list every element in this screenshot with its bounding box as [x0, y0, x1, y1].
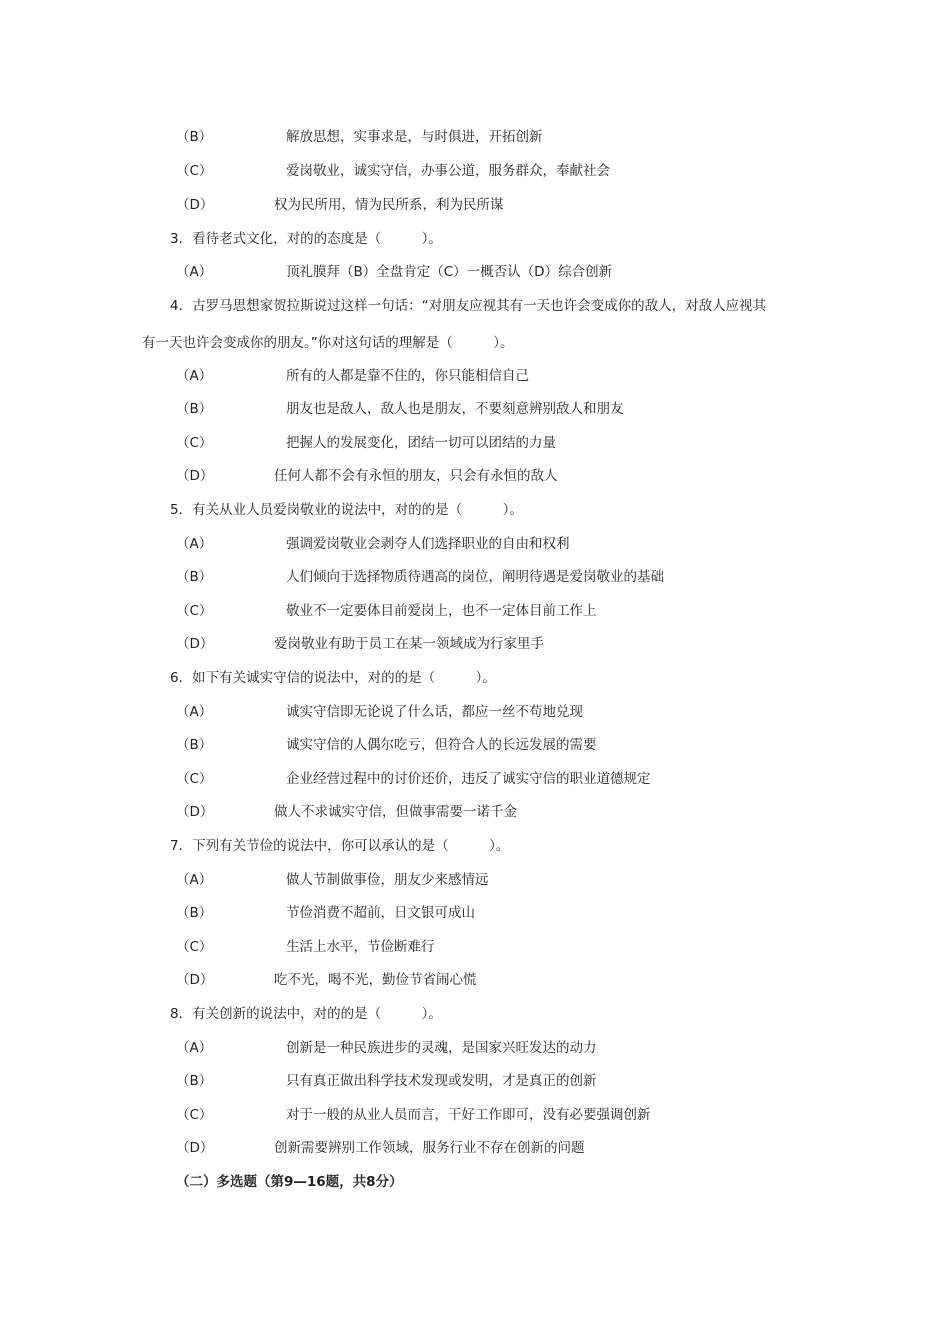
option-text: 爱岗敬业有助于员工在某一领域成为行家里手 — [274, 636, 544, 652]
option-label: （A） — [176, 536, 213, 552]
option-text: 顶礼膜拜（B）全盘肯定（C）一概否认（D）综合创新 — [286, 264, 613, 280]
option-label: （C） — [176, 939, 213, 955]
option-text: 爱岗敬业，诚实守信，办事公道，服务群众，奉献社会 — [286, 163, 610, 179]
option-label: （B） — [176, 569, 213, 585]
question-stem-3: 3．看待老式文化，对的的态度是（ ）。 — [170, 231, 442, 247]
option-text: 节俭消费不超前，日文银可成山 — [286, 905, 475, 921]
option-text: 做人不求诚实守信，但做事需要一诺千金 — [274, 804, 517, 820]
option-label: （C） — [176, 435, 213, 451]
option-label: （C） — [176, 771, 213, 787]
option-label: （C） — [176, 163, 213, 179]
option-text: 朋友也是敌人，敌人也是朋友，不要刻意辨别敌人和朋友 — [286, 401, 624, 417]
section-title-multiple-choice: （二）多选题（第9—16题，共8分） — [176, 1174, 403, 1190]
question-stem-6: 6．如下有关诚实守信的说法中，对的的是（ ）。 — [170, 670, 496, 686]
option-label: （B） — [176, 905, 213, 921]
option-text: 只有真正做出科学技术发现或发明，才是真正的创新 — [286, 1073, 597, 1089]
option-text: 诚实守信即无论说了什么话，都应一丝不苟地兑现 — [286, 704, 583, 720]
option-label: （B） — [176, 737, 213, 753]
option-label: （D） — [176, 197, 214, 213]
option-label: （D） — [176, 804, 214, 820]
option-text: 对于一般的从业人员而言，干好工作即可，没有必要强调创新 — [286, 1107, 651, 1123]
option-text: 权为民所用，情为民所系，利为民所谋 — [274, 197, 504, 213]
question-stem-5: 5．有关从业人员爱岗敬业的说法中，对的的是（ ）。 — [170, 502, 523, 518]
option-label: （D） — [176, 972, 214, 988]
option-label: （A） — [176, 264, 213, 280]
option-text: 所有的人都是靠不住的，你只能相信自己 — [286, 368, 529, 384]
option-text: 任何人都不会有永恒的朋友，只会有永恒的敌人 — [274, 468, 558, 484]
option-text: 把握人的发展变化，团结一切可以团结的力量 — [286, 435, 556, 451]
option-label: （B） — [176, 401, 213, 417]
question-stem-8: 8．有关创新的说法中，对的的是（ ）。 — [170, 1006, 442, 1022]
option-text: 强调爱岗敬业会剥夺人们选择职业的自由和权利 — [286, 536, 570, 552]
option-text: 创新需要辨别工作领域，服务行业不存在创新的问题 — [274, 1140, 585, 1156]
option-text: 创新是一种民族进步的灵魂，是国家兴旺发达的动力 — [286, 1040, 597, 1056]
option-text: 解放思想，实事求是，与时俱进，开拓创新 — [286, 129, 543, 145]
option-label: （D） — [176, 1140, 214, 1156]
option-label: （C） — [176, 1107, 213, 1123]
option-label: （A） — [176, 368, 213, 384]
question-stem-4-line1: 4．古罗马思想家贺拉斯说过这样一句话：“对朋友应视其有一天也许会变成你的敌人，对敌人应视其 — [170, 298, 767, 314]
option-label: （B） — [176, 1073, 213, 1089]
option-label: （D） — [176, 636, 214, 652]
question-stem-7: 7．下列有关节俭的说法中，你可以承认的是（ ）。 — [170, 838, 510, 854]
option-text: 企业经营过程中的讨价还价，违反了诚实守信的职业道德规定 — [286, 771, 651, 787]
option-text: 吃不光，喝不光，勤俭节省闹心慌 — [274, 972, 477, 988]
option-label: （D） — [176, 468, 214, 484]
option-text: 做人节制做事俭，朋友少来感情远 — [286, 872, 489, 888]
option-text: 人们倾向于选择物质待遇高的岗位，阐明待遇是爱岗敬业的基础 — [286, 569, 664, 585]
option-label: （A） — [176, 1040, 213, 1056]
option-label: （A） — [176, 872, 213, 888]
option-text: 生活上水平，节俭断难行 — [286, 939, 435, 955]
option-text: 敬业不一定要体目前爱岗上，也不一定体目前工作上 — [286, 603, 597, 619]
option-label: （A） — [176, 704, 213, 720]
option-label: （C） — [176, 603, 213, 619]
option-text: 诚实守信的人偶尔吃亏，但符合人的长远发展的需要 — [286, 737, 597, 753]
question-stem-4-line2: 有一天也许会变成你的朋友。”你对这句话的理解是（ ）。 — [142, 335, 514, 351]
option-label: （B） — [176, 129, 213, 145]
